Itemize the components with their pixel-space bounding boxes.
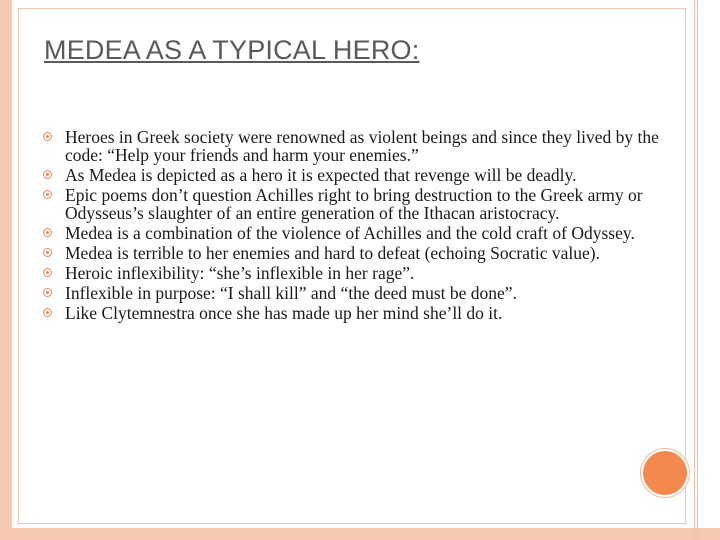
bullet-text: Heroic inflexibility: “she’s inflexible in her rage”. [65, 263, 415, 283]
bullet-item [43, 244, 683, 262]
bullet-item [43, 128, 683, 164]
bullet-item [43, 224, 683, 242]
bullet-item [43, 264, 683, 282]
bullet-circle-icon [43, 132, 52, 141]
left-frame-bar [0, 0, 12, 540]
bullet-list [43, 128, 683, 324]
slide-title: MEDEA AS A TYPICAL HERO: [44, 35, 420, 65]
bullet-text: Heroes in Greek society were renowned as violent beings and since they lived by the code: “Help your friends and harm your enemies.” [65, 127, 659, 165]
bullet-circle-icon [43, 308, 52, 317]
bullet-circle-icon [43, 288, 52, 297]
bullet-text: Medea is a combination of the violence of Achilles and the cold craft of Odyssey. [65, 223, 635, 243]
right-decorative-line [697, 0, 698, 540]
bullet-item [43, 186, 683, 222]
bullet-text: Epic poems don’t question Achilles right to bring destruction to the Greek army or Odysseus’s slaughter of an entire generation of the Ithacan aristocracy. [65, 185, 643, 223]
bullet-text: Like Clytemnestra once she has made up her mind she’ll do it. [65, 303, 503, 323]
bullet-circle-icon [43, 268, 52, 277]
bullet-circle-icon [43, 228, 52, 237]
bottom-frame-bar [0, 528, 720, 540]
bullet-item [43, 284, 683, 302]
bullet-text: Inflexible in purpose: “I shall kill” and “the deed must be done”. [65, 283, 517, 303]
bullet-text: As Medea is depicted as a hero it is expected that revenge will be deadly. [65, 165, 577, 185]
bullet-item [43, 304, 683, 322]
bullet-circle-icon [43, 170, 52, 179]
bullet-item [43, 166, 683, 184]
bullet-circle-icon [43, 190, 52, 199]
decorative-orange-circle [641, 449, 689, 497]
right-decorative-line [694, 0, 695, 540]
bullet-circle-icon [43, 248, 52, 257]
bullet-text: Medea is terrible to her enemies and hard to defeat (echoing Socratic value). [65, 243, 600, 263]
